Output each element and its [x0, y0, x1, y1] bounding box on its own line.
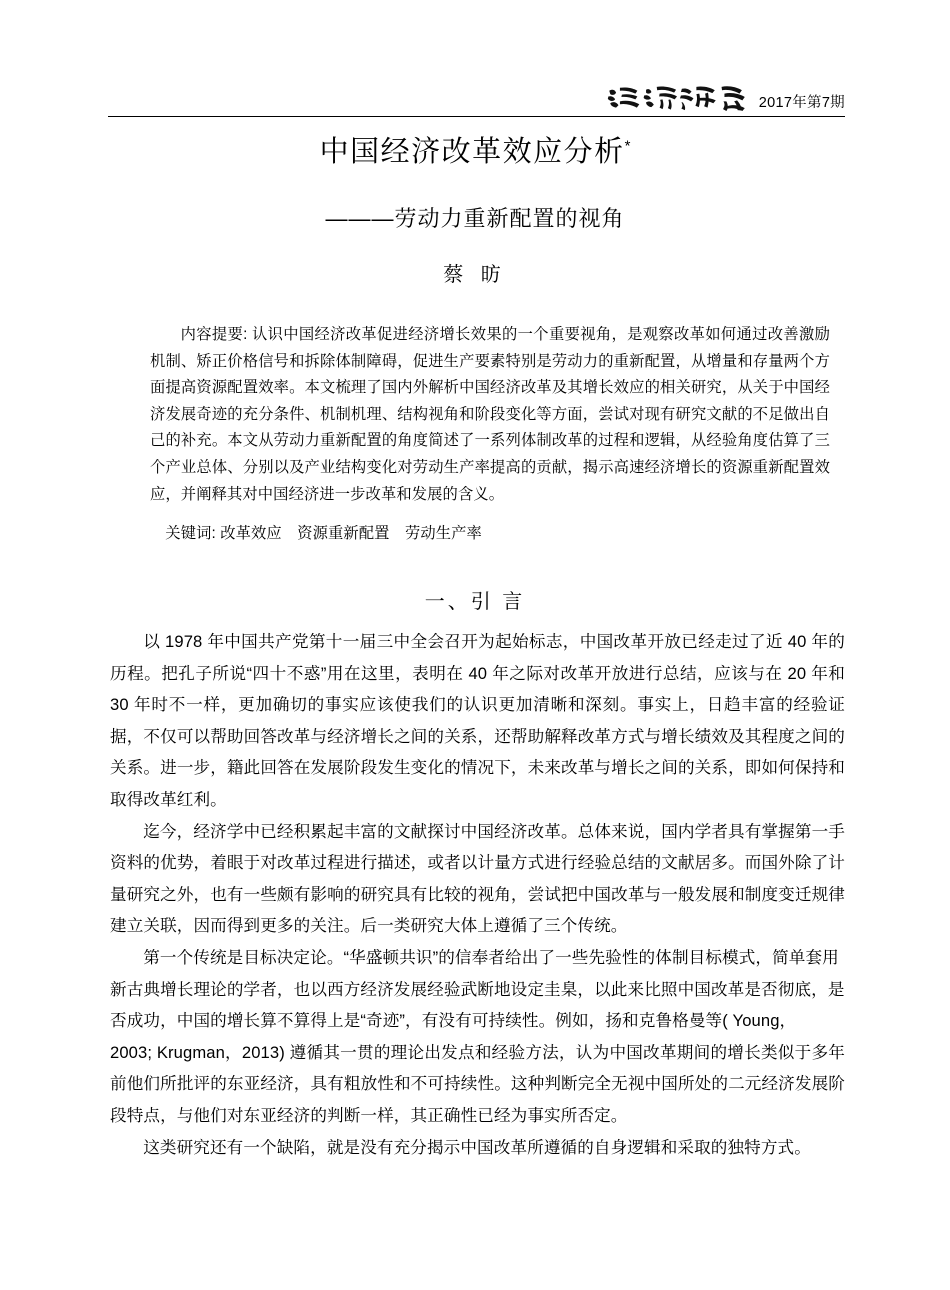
- paragraph: 以 1978 年中国共产党第十一届三中全会召开为起始标志，中国改革开放已经走过了近 40 年的历程。把孔子所说“四十不惑”用在这里，表明在 40 年之际对改革开放进行总结，应该与在 20 年和 30 年时不一样，更加确切的事实应该使我们的认识更加清晰和深刻。事实上，日趋丰富的经验证据，不仅可以帮助回答改革与经济增长之间的关系，还帮助解释改革方式与增长绩效及其程度之间的关系。进一步，籍此回答在发展阶段发生变化的情况下，未来改革与增长之间的关系，即如何保持和取得改革红利。: [110, 632, 845, 809]
- page-subtitle: ———劳动力重新配置的视角: [325, 206, 625, 231]
- running-header: [108, 78, 845, 118]
- journal-logo-icon: [603, 82, 753, 112]
- paragraph: 2003; Krugman，2013) 遵循其一贯的理论出发点和经验方法，认为中国改革期间的增长类似于多年前他们所批评的东亚经济，具有粗放性和不可持续性。这种判断完全无视中国所处的二元经济发展阶段特点，与他们对东亚经济的判断一样，其正确性已经为事实所否定。: [110, 1042, 845, 1125]
- title-footnote-marker: *: [624, 137, 631, 155]
- keywords-line: 关键词: 改革效应 资源重新配置 劳动生产率: [165, 525, 482, 542]
- header-content: [108, 78, 845, 112]
- header-divider: [108, 116, 845, 117]
- abstract-block: [150, 322, 830, 508]
- paragraph: 这类研究还有一个缺陷，就是没有充分揭示中国改革所遵循的自身逻辑和采取的独特方式。: [143, 1137, 811, 1157]
- section-heading: 一、引 言: [424, 591, 526, 613]
- paragraph: 第一个传统是目标决定论。“华盛顿共识”的信奉者给出了一些先验性的体制目标模式，简单套用新古典增长理论的学者，也以西方经济发展经验武断地设定圭臬，以此来比照中国改革是否彻底，是否成功，中国的增长算不算得上是“奇迹”，有没有可持续性。例如，扬和克鲁格曼等( Young，: [110, 947, 845, 1031]
- title-text: 中国经济改革效应分析: [319, 136, 625, 168]
- page-title: [0, 135, 950, 170]
- paragraph: 迄今，经济学中已经积累起丰富的文献探讨中国经济改革。总体来说，国内学者具有掌握第一手资料的优势，着眼于对改革过程进行描述，或者以计量方式进行经验总结的文献居多。而国外除了计量研究之外，也有一些颇有影响的研究具有比较的视角，尝试把中国改革与一般发展和制度变迁规律建立关联，因而得到更多的关注。后一类研究大体上遵循了三个传统。: [110, 821, 845, 936]
- body-content: [110, 626, 845, 1163]
- issue-label: 2017年第7期: [758, 94, 845, 111]
- author-name: 蔡 昉: [443, 264, 507, 286]
- abstract-text: 内容提要: 认识中国经济改革促进经济增长效果的一个重要视角，是观察改革如何通过改善激励机制、矫正价格信号和拆除体制障碍，促进生产要素特别是劳动力的重新配置，从增量和存量两个方面提高资源配置效率。本文梳理了国内外解析中国经济改革及其增长效应的相关研究，从关于中国经济发展奇迹的充分条件、机制机理、结构视角和阶段变化等方面，尝试对现有研究文献的不足做出自己的补充。本文从劳动力重新配置的角度简述了一系列体制改革的过程和逻辑，从经验角度估算了三个产业总体、分别以及产业结构变化对劳动生产率提高的贡献，揭示高速经济增长的资源重新配置效应，并阐释其对中国经济进一步改革和发展的含义。: [150, 326, 830, 503]
